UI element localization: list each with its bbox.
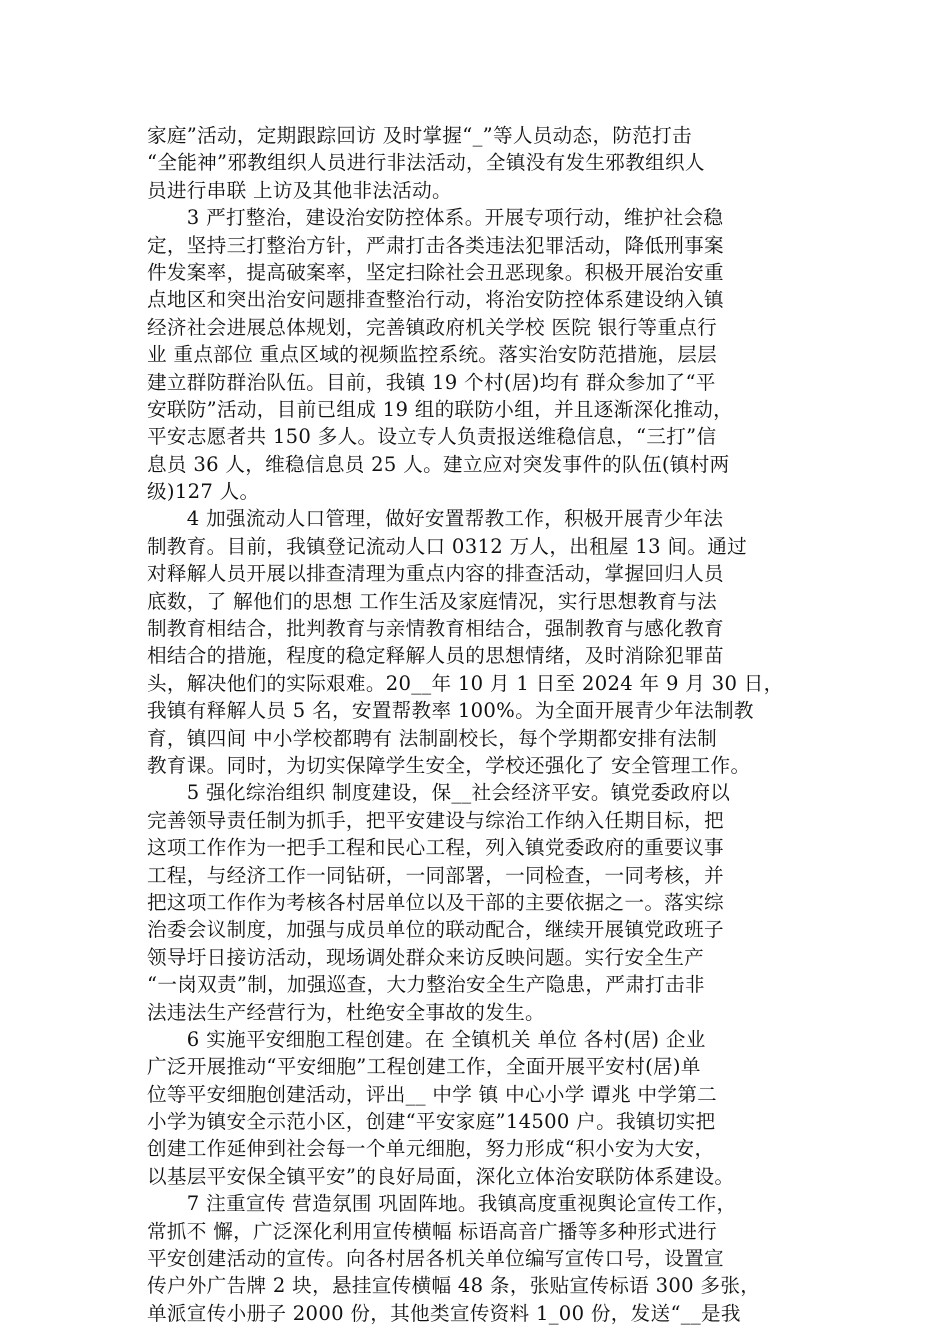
text-line: 息员 36 人，维稳信息员 25 人。建立应对突发事件的队伍(镇村两 [147,452,730,476]
text-line: 单派宣传小册子 2000 份，其他类宣传资料 1_00 份，发送“__是我 [147,1301,741,1325]
text-line: 这项工作作为一把手工程和民心工程，列入镇党委政府的重要议事 [147,836,724,860]
text-line: 常抓不 懈，广泛深化利用宣传横幅 标语高音广播等多种形式进行 [147,1219,718,1243]
text-line: 业 重点部位 重点区域的视频监控系统。落实治安防范措施，层层 [147,343,718,367]
text-line: 法违法生产经营行为，杜绝安全事故的发生。 [147,1000,545,1024]
text-line: 经济社会进展总体规划，完善镇政府机关学校 医院 银行等重点行 [147,315,718,339]
text-line: 3 严打整治，建设治安防控体系。开展专项行动，维护社会稳 [147,206,724,230]
text-line: 6 实施平安细胞工程创建。在 全镇机关 单位 各村(居) 企业 [147,1027,706,1051]
text-line: 我镇有释解人员 5 名，安置帮教率 100%。为全面开展青少年法制教 [147,699,754,723]
text-line: 5 强化综治组织 制度建设，保__社会经济平安。镇党委政府以 [147,781,731,805]
text-line: 建立群防群治队伍。目前，我镇 19 个村(居)均有 群众参加了“平 [147,370,716,394]
text-line: 创建工作延伸到社会每一个单元细胞，努力形成“积小安为大安， [147,1137,715,1161]
text-line: 育，镇四间 中小学校都聘有 法制副校长，每个学期都安排有法制 [147,726,718,750]
text-line: 员进行串联 上访及其他非法活动。 [147,178,452,202]
text-line: 制教育相结合，批判教育与亲情教育相结合，强制教育与感化教育 [147,617,724,641]
text-line: 位等平安细胞创建活动，评出__ 中学 镇 中心小学 谭兆 中学第二 [147,1082,718,1106]
text-line: 头，解决他们的实际艰难。20__年 10 月 1 日至 2024 年 9 月 30 日， [147,671,784,695]
text-line: 安联防”活动，目前已组成 19 组的联防小组，并且逐渐深化推动， [147,397,734,421]
text-line: 平安创建活动的宣传。向各村居各机关单位编写宣传口号，设置宣 [147,1247,724,1271]
text-line: 传户外广告牌 2 块，悬挂宣传横幅 48 条，张贴宣传标语 300 多张， [147,1274,761,1298]
document-body [147,122,827,1327]
text-line: 完善领导责任制为抓手，把平安建设与综治工作纳入任期目标，把 [147,808,724,832]
text-line: 相结合的措施，程度的稳定释解人员的思想情绪，及时消除犯罪苗 [147,644,724,668]
text-line: 领导圩日接访活动，现场调处群众来访反映问题。实行安全生产 [147,945,705,969]
text-line: 工程，与经济工作一同钻研，一同部署，一同检查，一同考核，并 [147,863,724,887]
text-line: 点地区和突出治安问题排查整治行动，将治安防控体系建设纳入镇 [147,288,724,312]
text-line: 把这项工作作为考核各村居单位以及干部的主要依据之一。落实综 [147,890,724,914]
text-line: 教育课。同时，为切实保障学生安全，学校还强化了 安全管理工作。 [147,753,751,777]
text-line: 底数，了 解他们的思想 工作生活及家庭情况，实行思想教育与法 [147,589,718,613]
text-line: “一岗双责”制，加强巡查，大力整治安全生产隐患，严肃打击非 [147,973,705,997]
text-line: 对释解人员开展以排查清理为重点内容的排查活动，掌握回归人员 [147,562,724,586]
text-line: 制教育。目前，我镇登记流动人口 0312 万人，出租屋 13 间。通过 [147,534,748,558]
text-line: 7 注重宣传 营造氛围 巩固阵地。我镇高度重视舆论宣传工作， [147,1192,737,1216]
text-line: 以基层平安保全镇平安”的良好局面，深化立体治安联防体系建设。 [147,1164,735,1188]
text-line: 级)127 人。 [147,480,260,504]
text-line: 家庭”活动，定期跟踪回访 及时掌握“_”等人员动态，防范打击 [147,124,692,147]
text-line: 平安志愿者共 150 多人。设立专人负责报送维稳信息，“三打”信 [147,425,717,449]
text-line: “全能神”邪教组织人员进行非法活动，全镇没有发生邪教组织人 [147,151,705,175]
text-line: 小学为镇安全示范小区，创建“平安家庭”14500 户。我镇切实把 [147,1110,716,1134]
text-line: 广泛开展推动“平安细胞”工程创建工作，全面开展平安村(居)单 [147,1055,701,1079]
text-line: 定，坚持三打整治方针，严肃打击各类违法犯罪活动，降低刑事案 [147,233,724,257]
text-line: 4 加强流动人口管理，做好安置帮教工作，积极开展青少年法 [147,507,724,531]
text-line: 治委会议制度，加强与成员单位的联动配合，继续开展镇党政班子 [147,918,724,942]
text-line: 件发案率，提高破案率，坚定扫除社会丑恶现象。积极开展治安重 [147,260,724,284]
